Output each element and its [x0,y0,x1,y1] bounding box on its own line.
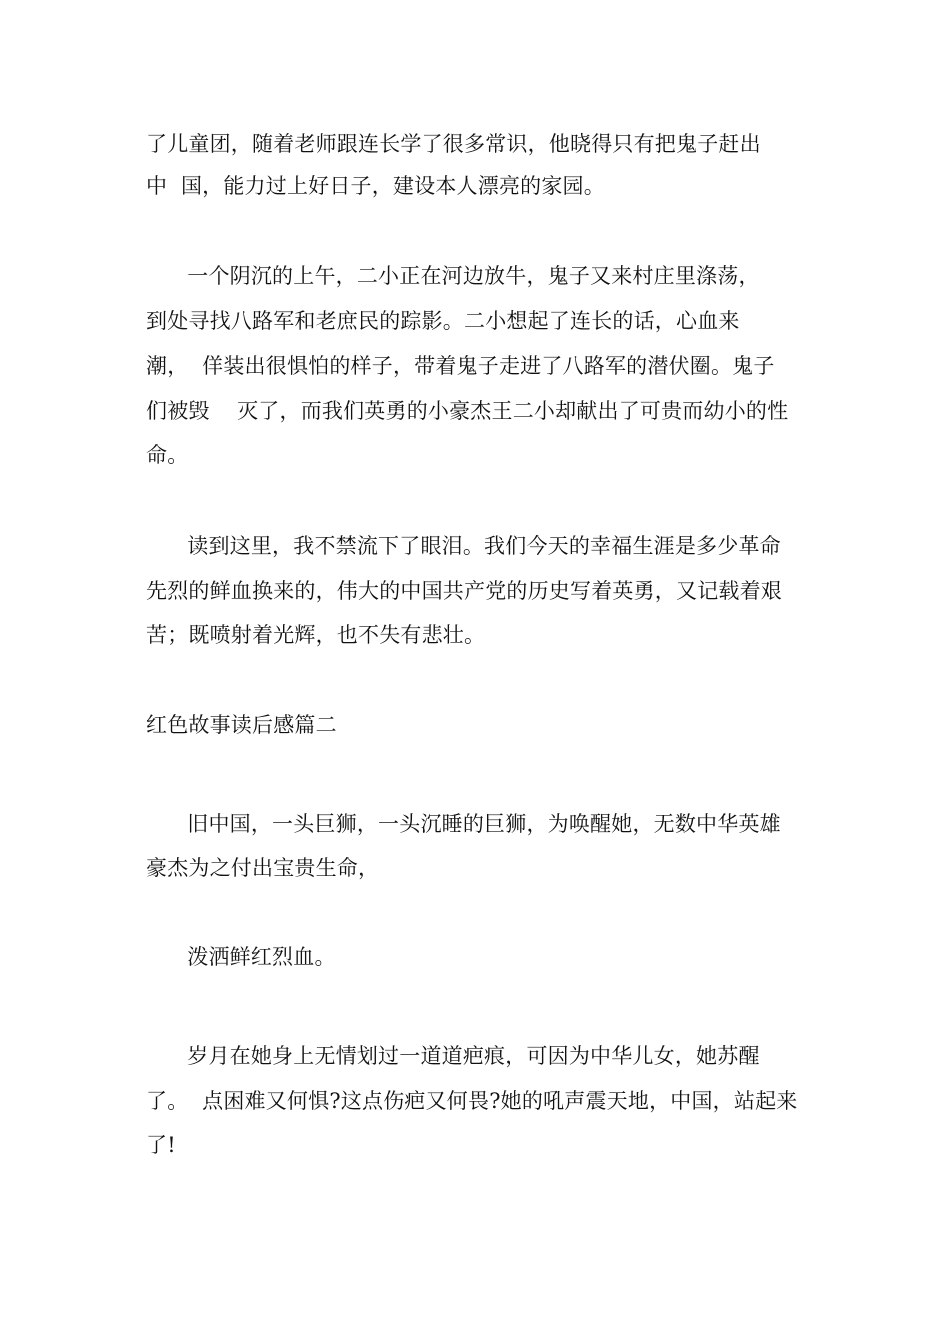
paragraph-5-line-1: 泼洒鲜红烈血。 [146,945,336,969]
paragraph-4-line-2: 豪杰为之付出宝贵生命， [146,856,380,880]
paragraph-3-line-1: 读到这里，我不禁流下了眼泪。我们今天的幸福生涯是多少革命 [146,534,781,558]
paragraph-4-line-1: 旧中国，一头巨狮，一头沉睡的巨狮，为唤醒她，无数中华英雄 [146,812,781,836]
paragraph-6-line-3: 了! [146,1133,176,1157]
paragraph-2-line-2: 到处寻找八路军和老庶民的踪影。二小想起了连长的话，心血来 [146,309,740,333]
paragraph-6-line-1: 岁月在她身上无情划过一道道疤痕，可因为中华儿女，她苏醒 [146,1044,760,1068]
paragraph-6-line-2: 了。 点困难又何惧?这点伤疤又何畏?她的吼声震天地，中国，站起来 [146,1089,798,1113]
paragraph-2-line-5: 命。 [146,443,189,467]
paragraph-3-line-3: 苦；既喷射着光辉，也不失有悲壮。 [146,623,486,647]
paragraph-2-line-3: 潮， 佯装出很惧怕的样子，带着鬼子走进了八路军的潜伏圈。鬼子 [146,354,775,378]
paragraph-1-line-1: 了儿童团，随着老师跟连长学了很多常识，他晓得只有把鬼子赶出 [146,132,761,156]
paragraph-2-line-4: 们被毁 灭了，而我们英勇的小豪杰王二小却献出了可贵而幼小的性 [146,399,789,423]
paragraph-1-line-2: 中 国，能力过上好日子，建设本人漂亮的家园。 [146,174,605,198]
paragraph-3-line-2: 先烈的鲜血换来的，伟大的中国共产党的历史写着英勇，又记载着艰 [146,579,782,603]
section-heading: 红色故事读后感篇二 [146,713,337,737]
paragraph-2-line-1: 一个阴沉的上午，二小正在河边放牛，鬼子又来村庄里涤荡， [146,264,760,288]
